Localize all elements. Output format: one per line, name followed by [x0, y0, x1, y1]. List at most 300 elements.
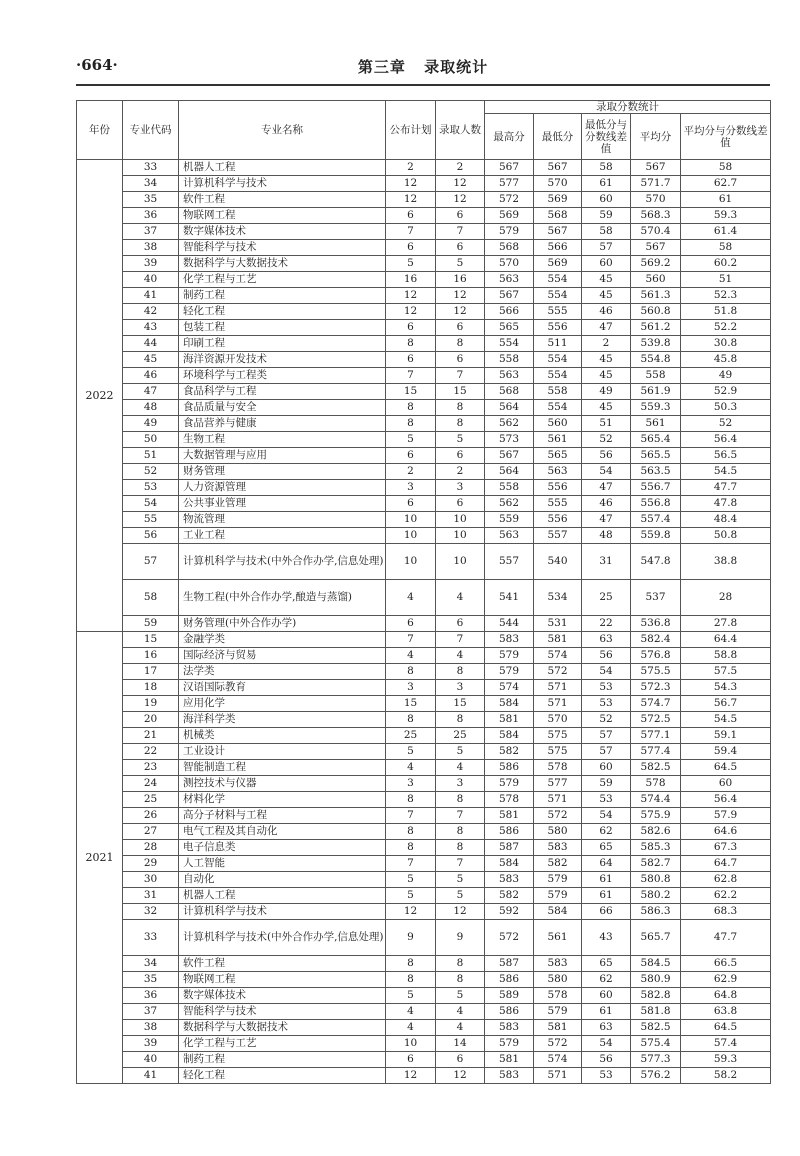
min-diff-cell: 62 — [582, 824, 631, 840]
table-row — [77, 368, 771, 384]
min-diff-cell: 57 — [582, 240, 631, 256]
code-cell: 54 — [123, 496, 179, 512]
min-diff-cell: 60 — [582, 760, 631, 776]
min-diff-cell: 58 — [582, 160, 631, 176]
table-row — [77, 1036, 771, 1052]
min-diff-cell: 56 — [582, 1052, 631, 1068]
table-row — [77, 840, 771, 856]
admitted-cell: 8 — [436, 400, 485, 416]
name-cell: 金融学类 — [179, 632, 386, 648]
max-cell: 583 — [485, 1020, 534, 1036]
table-row — [77, 956, 771, 972]
admitted-cell: 3 — [436, 480, 485, 496]
min-cell: 571 — [534, 792, 582, 808]
name-cell: 软件工程 — [179, 192, 386, 208]
max-cell: 568 — [485, 240, 534, 256]
name-cell: 法学类 — [179, 664, 386, 680]
name-cell: 印刷工程 — [179, 336, 386, 352]
plan-cell: 4 — [386, 760, 436, 776]
plan-cell: 3 — [386, 680, 436, 696]
table-row — [77, 664, 771, 680]
avg-diff-cell: 51.8 — [681, 304, 771, 320]
plan-cell: 6 — [386, 320, 436, 336]
max-cell: 544 — [485, 616, 534, 632]
admitted-cell: 16 — [436, 272, 485, 288]
name-cell: 财务管理(中外合作办学) — [179, 616, 386, 632]
table-row — [77, 988, 771, 1004]
code-cell: 40 — [123, 272, 179, 288]
min-diff-cell: 56 — [582, 648, 631, 664]
min-cell: 571 — [534, 1068, 582, 1084]
name-cell: 电气工程及其自动化 — [179, 824, 386, 840]
table-row — [77, 680, 771, 696]
min-cell: 554 — [534, 288, 582, 304]
code-cell: 33 — [123, 160, 179, 176]
plan-cell: 7 — [386, 368, 436, 384]
plan-cell: 7 — [386, 224, 436, 240]
max-cell: 558 — [485, 480, 534, 496]
table-row — [77, 528, 771, 544]
admitted-cell: 9 — [436, 920, 485, 956]
table-row — [77, 856, 771, 872]
table-row — [77, 400, 771, 416]
admitted-cell: 14 — [436, 1036, 485, 1052]
avg-cell: 582.5 — [631, 1020, 681, 1036]
avg-cell: 547.8 — [631, 544, 681, 580]
max-cell: 589 — [485, 988, 534, 1004]
table-row — [77, 448, 771, 464]
min-cell: 569 — [534, 192, 582, 208]
avg-cell: 582.6 — [631, 824, 681, 840]
table-row — [77, 872, 771, 888]
name-cell: 公共事业管理 — [179, 496, 386, 512]
name-cell: 物联网工程 — [179, 972, 386, 988]
table-row — [77, 384, 771, 400]
plan-cell: 25 — [386, 728, 436, 744]
min-diff-cell: 47 — [582, 512, 631, 528]
code-cell: 20 — [123, 712, 179, 728]
admitted-cell: 8 — [436, 956, 485, 972]
min-cell: 565 — [534, 448, 582, 464]
avg-diff-cell: 47.8 — [681, 496, 771, 512]
code-cell: 55 — [123, 512, 179, 528]
avg-diff-cell: 50.8 — [681, 528, 771, 544]
code-cell: 34 — [123, 176, 179, 192]
code-cell: 28 — [123, 840, 179, 856]
plan-cell: 12 — [386, 1068, 436, 1084]
avg-diff-cell: 27.8 — [681, 616, 771, 632]
max-cell: 579 — [485, 664, 534, 680]
name-cell: 测控技术与仪器 — [179, 776, 386, 792]
table-body — [77, 160, 771, 1084]
avg-diff-cell: 52.2 — [681, 320, 771, 336]
avg-cell: 556.8 — [631, 496, 681, 512]
admitted-cell: 6 — [436, 1052, 485, 1068]
code-cell: 40 — [123, 1052, 179, 1068]
plan-cell: 7 — [386, 856, 436, 872]
min-diff-cell: 48 — [582, 528, 631, 544]
admitted-cell: 6 — [436, 448, 485, 464]
admitted-cell: 8 — [436, 712, 485, 728]
avg-diff-cell: 50.3 — [681, 400, 771, 416]
admitted-cell: 8 — [436, 664, 485, 680]
avg-diff-cell: 56.4 — [681, 792, 771, 808]
code-cell: 32 — [123, 904, 179, 920]
code-cell: 36 — [123, 988, 179, 1004]
table-row — [77, 712, 771, 728]
min-cell: 560 — [534, 416, 582, 432]
avg-cell: 561 — [631, 416, 681, 432]
min-cell: 554 — [534, 352, 582, 368]
admitted-cell: 8 — [436, 824, 485, 840]
plan-cell: 6 — [386, 616, 436, 632]
name-cell: 智能科学与技术 — [179, 1004, 386, 1020]
min-cell: 570 — [534, 176, 582, 192]
max-cell: 583 — [485, 632, 534, 648]
min-diff-cell: 54 — [582, 808, 631, 824]
admitted-cell: 15 — [436, 696, 485, 712]
plan-cell: 2 — [386, 464, 436, 480]
max-cell: 581 — [485, 1052, 534, 1068]
avg-cell: 565.7 — [631, 920, 681, 956]
plan-cell: 7 — [386, 808, 436, 824]
plan-cell: 12 — [386, 176, 436, 192]
min-cell: 574 — [534, 648, 582, 664]
code-cell: 39 — [123, 1036, 179, 1052]
min-cell: 534 — [534, 580, 582, 616]
avg-diff-cell: 38.8 — [681, 544, 771, 580]
avg-diff-cell: 30.8 — [681, 336, 771, 352]
admitted-cell: 10 — [436, 544, 485, 580]
admitted-cell: 8 — [436, 336, 485, 352]
avg-diff-cell: 67.3 — [681, 840, 771, 856]
max-cell: 586 — [485, 972, 534, 988]
max-cell: 579 — [485, 776, 534, 792]
avg-diff-cell: 62.7 — [681, 176, 771, 192]
table-row — [77, 920, 771, 956]
plan-cell: 6 — [386, 1052, 436, 1068]
name-cell: 大数据管理与应用 — [179, 448, 386, 464]
avg-cell: 572.5 — [631, 712, 681, 728]
admitted-cell: 5 — [436, 744, 485, 760]
avg-cell: 582.7 — [631, 856, 681, 872]
max-cell: 567 — [485, 448, 534, 464]
min-diff-cell: 59 — [582, 776, 631, 792]
min-diff-cell: 54 — [582, 464, 631, 480]
table-row — [77, 1052, 771, 1068]
avg-diff-cell: 58 — [681, 240, 771, 256]
max-cell: 570 — [485, 256, 534, 272]
name-cell: 国际经济与贸易 — [179, 648, 386, 664]
min-diff-cell: 46 — [582, 496, 631, 512]
avg-diff-cell: 57.5 — [681, 664, 771, 680]
plan-cell: 8 — [386, 840, 436, 856]
min-cell: 571 — [534, 696, 582, 712]
header-avg-diff: 平均分与分数线差值 — [681, 114, 771, 160]
avg-cell: 580.9 — [631, 972, 681, 988]
name-cell: 应用化学 — [179, 696, 386, 712]
max-cell: 573 — [485, 432, 534, 448]
min-diff-cell: 25 — [582, 580, 631, 616]
admitted-cell: 12 — [436, 192, 485, 208]
avg-cell: 554.8 — [631, 352, 681, 368]
year-cell: 2022 — [77, 160, 123, 632]
code-cell: 38 — [123, 240, 179, 256]
admitted-cell: 6 — [436, 208, 485, 224]
table-row — [77, 192, 771, 208]
max-cell: 584 — [485, 696, 534, 712]
plan-cell: 10 — [386, 544, 436, 580]
max-cell: 567 — [485, 160, 534, 176]
name-cell: 数字媒体技术 — [179, 988, 386, 1004]
avg-diff-cell: 57.4 — [681, 1036, 771, 1052]
header-admitted: 录取人数 — [436, 101, 485, 160]
avg-cell: 577.3 — [631, 1052, 681, 1068]
admitted-cell: 4 — [436, 580, 485, 616]
min-diff-cell: 51 — [582, 416, 631, 432]
name-cell: 财务管理 — [179, 464, 386, 480]
plan-cell: 3 — [386, 480, 436, 496]
table-row — [77, 632, 771, 648]
table-row — [77, 1068, 771, 1084]
plan-cell: 3 — [386, 776, 436, 792]
code-cell: 41 — [123, 288, 179, 304]
min-diff-cell: 43 — [582, 920, 631, 956]
name-cell: 数据科学与大数据技术 — [179, 1020, 386, 1036]
min-cell: 583 — [534, 840, 582, 856]
avg-cell: 570 — [631, 192, 681, 208]
table-row — [77, 1004, 771, 1020]
plan-cell: 10 — [386, 528, 436, 544]
plan-cell: 4 — [386, 648, 436, 664]
admitted-cell: 8 — [436, 840, 485, 856]
avg-diff-cell: 68.3 — [681, 904, 771, 920]
min-diff-cell: 54 — [582, 664, 631, 680]
table-row — [77, 224, 771, 240]
plan-cell: 7 — [386, 632, 436, 648]
max-cell: 579 — [485, 1036, 534, 1052]
plan-cell: 12 — [386, 288, 436, 304]
name-cell: 轻化工程 — [179, 304, 386, 320]
avg-diff-cell: 52 — [681, 416, 771, 432]
name-cell: 机器人工程 — [179, 888, 386, 904]
admitted-cell: 25 — [436, 728, 485, 744]
plan-cell: 8 — [386, 712, 436, 728]
min-cell: 561 — [534, 432, 582, 448]
avg-cell: 577.1 — [631, 728, 681, 744]
code-cell: 58 — [123, 580, 179, 616]
avg-cell: 586.3 — [631, 904, 681, 920]
max-cell: 584 — [485, 728, 534, 744]
name-cell: 制药工程 — [179, 288, 386, 304]
avg-cell: 581.8 — [631, 1004, 681, 1020]
max-cell: 592 — [485, 904, 534, 920]
plan-cell: 4 — [386, 580, 436, 616]
table-row — [77, 972, 771, 988]
admitted-cell: 5 — [436, 256, 485, 272]
admitted-cell: 2 — [436, 464, 485, 480]
code-cell: 48 — [123, 400, 179, 416]
max-cell: 541 — [485, 580, 534, 616]
avg-diff-cell: 63.8 — [681, 1004, 771, 1020]
max-cell: 564 — [485, 464, 534, 480]
max-cell: 558 — [485, 352, 534, 368]
plan-cell: 12 — [386, 192, 436, 208]
avg-diff-cell: 59.4 — [681, 744, 771, 760]
table-row — [77, 336, 771, 352]
min-diff-cell: 47 — [582, 320, 631, 336]
code-cell: 35 — [123, 972, 179, 988]
page-number: ·664· — [76, 56, 118, 74]
min-cell: 572 — [534, 664, 582, 680]
avg-diff-cell: 58 — [681, 160, 771, 176]
min-diff-cell: 31 — [582, 544, 631, 580]
max-cell: 572 — [485, 192, 534, 208]
min-diff-cell: 62 — [582, 972, 631, 988]
header-score-group: 录取分数统计 — [485, 101, 771, 114]
plan-cell: 6 — [386, 448, 436, 464]
avg-cell: 557.4 — [631, 512, 681, 528]
code-cell: 36 — [123, 208, 179, 224]
min-diff-cell: 45 — [582, 368, 631, 384]
min-diff-cell: 63 — [582, 632, 631, 648]
min-cell: 566 — [534, 240, 582, 256]
code-cell: 31 — [123, 888, 179, 904]
name-cell: 人工智能 — [179, 856, 386, 872]
name-cell: 食品质量与安全 — [179, 400, 386, 416]
min-diff-cell: 66 — [582, 904, 631, 920]
max-cell: 577 — [485, 176, 534, 192]
min-cell: 555 — [534, 496, 582, 512]
min-cell: 563 — [534, 464, 582, 480]
min-cell: 556 — [534, 512, 582, 528]
min-diff-cell: 45 — [582, 288, 631, 304]
avg-diff-cell: 60.2 — [681, 256, 771, 272]
avg-cell: 568.3 — [631, 208, 681, 224]
max-cell: 582 — [485, 888, 534, 904]
avg-cell: 582.5 — [631, 760, 681, 776]
min-cell: 581 — [534, 1020, 582, 1036]
max-cell: 554 — [485, 336, 534, 352]
avg-cell: 556.7 — [631, 480, 681, 496]
max-cell: 562 — [485, 496, 534, 512]
table-row — [77, 352, 771, 368]
admitted-cell: 12 — [436, 176, 485, 192]
avg-diff-cell: 47.7 — [681, 920, 771, 956]
min-cell: 578 — [534, 760, 582, 776]
table-row — [77, 888, 771, 904]
admitted-cell: 7 — [436, 856, 485, 872]
min-diff-cell: 57 — [582, 744, 631, 760]
code-cell: 22 — [123, 744, 179, 760]
min-cell: 575 — [534, 728, 582, 744]
min-cell: 569 — [534, 256, 582, 272]
avg-diff-cell: 64.5 — [681, 1020, 771, 1036]
plan-cell: 5 — [386, 872, 436, 888]
avg-cell: 575.5 — [631, 664, 681, 680]
avg-diff-cell: 54.5 — [681, 464, 771, 480]
avg-diff-cell: 56.7 — [681, 696, 771, 712]
avg-diff-cell: 48.4 — [681, 512, 771, 528]
plan-cell: 8 — [386, 956, 436, 972]
header-min-diff: 最低分与分数线差值 — [582, 114, 631, 160]
avg-diff-cell: 64.4 — [681, 632, 771, 648]
name-cell: 生物工程 — [179, 432, 386, 448]
code-cell: 37 — [123, 224, 179, 240]
max-cell: 565 — [485, 320, 534, 336]
max-cell: 559 — [485, 512, 534, 528]
name-cell: 材料化学 — [179, 792, 386, 808]
avg-cell: 565.4 — [631, 432, 681, 448]
max-cell: 563 — [485, 272, 534, 288]
avg-diff-cell: 57.9 — [681, 808, 771, 824]
avg-cell: 561.9 — [631, 384, 681, 400]
code-cell: 46 — [123, 368, 179, 384]
code-cell: 30 — [123, 872, 179, 888]
name-cell: 数据科学与大数据技术 — [179, 256, 386, 272]
table-row — [77, 176, 771, 192]
code-cell: 35 — [123, 192, 179, 208]
min-cell: 561 — [534, 920, 582, 956]
table-row — [77, 648, 771, 664]
plan-cell: 5 — [386, 256, 436, 272]
admitted-cell: 5 — [436, 432, 485, 448]
plan-cell: 6 — [386, 240, 436, 256]
table-row — [77, 272, 771, 288]
admitted-cell: 7 — [436, 632, 485, 648]
code-cell: 53 — [123, 480, 179, 496]
name-cell: 电子信息类 — [179, 840, 386, 856]
min-diff-cell: 65 — [582, 956, 631, 972]
max-cell: 586 — [485, 760, 534, 776]
avg-cell: 560.8 — [631, 304, 681, 320]
avg-diff-cell: 64.7 — [681, 856, 771, 872]
min-cell: 578 — [534, 988, 582, 1004]
name-cell: 制药工程 — [179, 1052, 386, 1068]
admission-stats-table — [76, 100, 771, 1084]
min-diff-cell: 52 — [582, 432, 631, 448]
admitted-cell: 6 — [436, 352, 485, 368]
min-diff-cell: 59 — [582, 208, 631, 224]
table-row — [77, 696, 771, 712]
plan-cell: 4 — [386, 1004, 436, 1020]
name-cell: 海洋科学类 — [179, 712, 386, 728]
avg-diff-cell: 59.3 — [681, 1052, 771, 1068]
plan-cell: 2 — [386, 160, 436, 176]
name-cell: 自动化 — [179, 872, 386, 888]
admitted-cell: 4 — [436, 1020, 485, 1036]
avg-diff-cell: 51 — [681, 272, 771, 288]
name-cell: 海洋资源开发技术 — [179, 352, 386, 368]
table-row — [77, 824, 771, 840]
table-row — [77, 240, 771, 256]
min-diff-cell: 53 — [582, 696, 631, 712]
header-avg: 平均分 — [631, 114, 681, 160]
max-cell: 583 — [485, 872, 534, 888]
avg-cell: 574.4 — [631, 792, 681, 808]
avg-cell: 577.4 — [631, 744, 681, 760]
min-cell: 540 — [534, 544, 582, 580]
admitted-cell: 6 — [436, 616, 485, 632]
min-diff-cell: 63 — [582, 1020, 631, 1036]
min-cell: 580 — [534, 824, 582, 840]
min-cell: 571 — [534, 680, 582, 696]
plan-cell: 10 — [386, 1036, 436, 1052]
min-cell: 556 — [534, 480, 582, 496]
code-cell: 25 — [123, 792, 179, 808]
max-cell: 579 — [485, 648, 534, 664]
plan-cell: 8 — [386, 400, 436, 416]
